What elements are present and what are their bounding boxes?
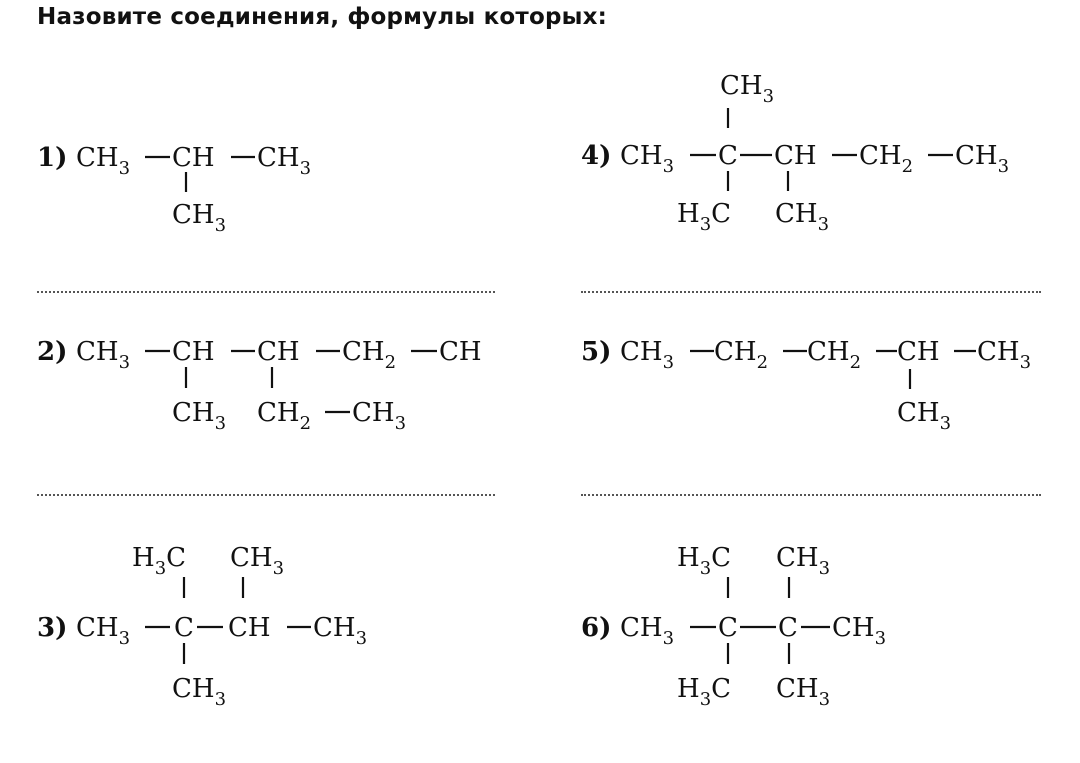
group-ch3: $CH_3$: [776, 674, 831, 710]
group-ch: CH: [439, 337, 482, 367]
formula-number: 2): [37, 337, 68, 367]
group-ch3: $CH_3$: [775, 199, 830, 235]
group-h3c: $H_3C$: [132, 543, 187, 579]
answer-line-4[interactable]: [581, 291, 1041, 293]
group-ch2: $CH_2$: [807, 337, 862, 373]
group-ch3: $CH_3$: [313, 613, 368, 649]
group-ch3: $CH_3$: [76, 613, 131, 649]
group-ch3: $CH_3$: [897, 398, 952, 434]
group-ch2: $CH_2$: [342, 337, 397, 373]
group-ch3: $CH_3$: [955, 141, 1010, 177]
group-ch: CH: [897, 337, 940, 367]
group-ch3: $CH_3$: [832, 613, 887, 649]
group-c: C: [778, 613, 798, 643]
group-c: C: [174, 613, 194, 643]
group-ch3: $CH_3$: [620, 613, 675, 649]
group-ch3: $CH_3$: [172, 674, 227, 710]
group-ch3: $CH_3$: [776, 543, 831, 579]
group-ch3: $CH_3$: [352, 398, 407, 434]
group-ch3: $CH_3$: [257, 143, 312, 179]
group-h3c: $H_3C$: [677, 674, 732, 710]
formula-number: 1): [37, 143, 68, 173]
answer-line-2[interactable]: [37, 494, 495, 496]
formula-number: 3): [37, 613, 68, 643]
formula-number: 5): [581, 337, 612, 367]
group-ch3: $CH_3$: [172, 200, 227, 236]
group-c: C: [718, 613, 738, 643]
group-ch3: $CH_3$: [76, 143, 131, 179]
answer-line-1[interactable]: [37, 291, 495, 293]
group-ch: CH: [172, 337, 215, 367]
answer-line-5[interactable]: [581, 494, 1041, 496]
group-ch3: $CH_3$: [76, 337, 131, 373]
group-ch: CH: [774, 141, 817, 171]
group-ch2: $CH_2$: [714, 337, 769, 373]
group-ch2: $CH_2$: [859, 141, 914, 177]
group-c: C: [718, 141, 738, 171]
group-h3c: $H_3C$: [677, 199, 732, 235]
formula-number: 4): [581, 141, 612, 171]
group-ch3: $CH_3$: [620, 141, 675, 177]
group-ch3: $CH_3$: [720, 71, 775, 107]
group-ch2: $CH_2$: [257, 398, 312, 434]
group-ch3: $CH_3$: [620, 337, 675, 373]
group-ch3: $CH_3$: [977, 337, 1032, 373]
formula-number: 6): [581, 613, 612, 643]
group-h3c: $H_3C$: [677, 543, 732, 579]
group-ch3: $CH_3$: [230, 543, 285, 579]
page-title: Назовите соединения, формулы которых:: [37, 4, 608, 30]
group-ch: CH: [228, 613, 271, 643]
group-ch: CH: [172, 143, 215, 173]
group-ch3: $CH_3$: [172, 398, 227, 434]
group-ch: CH: [257, 337, 300, 367]
